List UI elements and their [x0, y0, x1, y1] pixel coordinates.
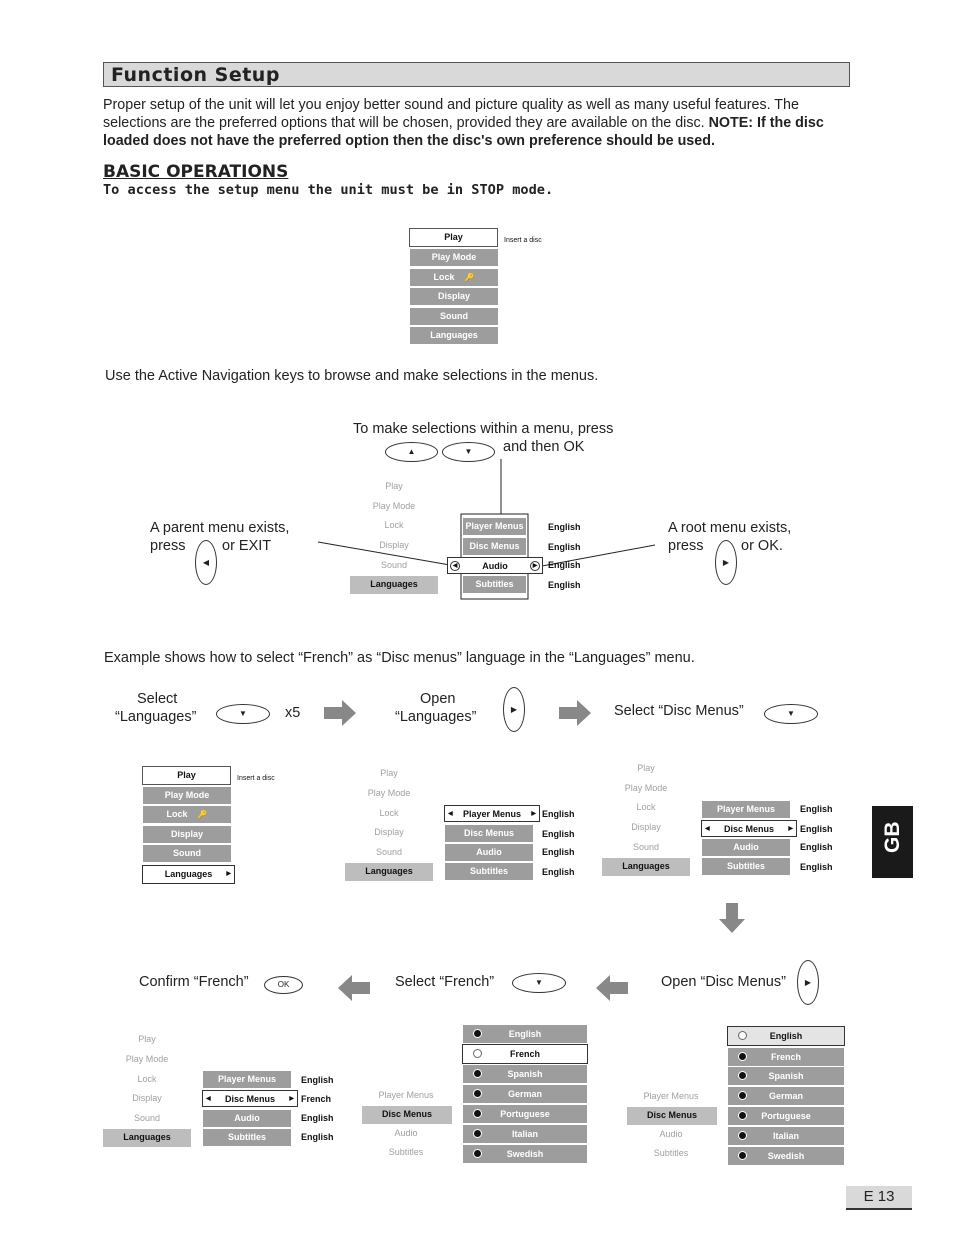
down-key-icon: ▼	[216, 704, 270, 724]
lock-icon: 🔑	[464, 273, 475, 282]
sub-item-audio: Audio	[659, 1129, 683, 1139]
intro-note: NOTE: If the disc loaded does not have the preferred option then the disc's own preference should be used.	[103, 115, 824, 149]
radio-icon	[738, 1131, 747, 1140]
sub-item-player-menus: Player Menus	[463, 518, 526, 535]
root-item-play: Play	[380, 768, 398, 778]
left-arrow-icon: ◀	[705, 826, 710, 832]
root-item-languages: Languages	[350, 576, 438, 594]
sub-item-disc-menus: Disc Menus	[627, 1107, 717, 1125]
root-item-lock: Lock	[137, 1074, 157, 1084]
sub-item-disc-menus: Disc Menus	[463, 538, 526, 555]
basic-operations-heading: BASIC OPERATIONS	[103, 162, 289, 182]
value-audio: English	[301, 1113, 334, 1123]
root-item-display: Display	[132, 1093, 162, 1103]
root-item-languages: Languages	[345, 863, 433, 881]
root-item-play-mode: Play Mode	[125, 1054, 169, 1064]
step1-repeat: x5	[285, 705, 301, 721]
sub-item-player-menus: Player Menus	[203, 1071, 291, 1088]
sub-item-player-menus: ◀ Player Menus ▶	[444, 805, 540, 822]
menu-item-display: Display	[410, 288, 498, 305]
radio-icon	[738, 1071, 747, 1080]
arrow-right-icon	[324, 700, 356, 726]
stop-mode-subheading: To access the setup menu the unit must be in STOP mode.	[103, 182, 554, 198]
menu-item-play-mode: Play Mode	[143, 787, 231, 804]
step1-label-a: Select	[137, 691, 178, 707]
value-disc-menus: English	[800, 824, 833, 834]
lang-german: German	[728, 1087, 844, 1105]
arrow-left-icon	[596, 975, 628, 1001]
arrow-right-icon	[559, 700, 591, 726]
left-arrow-icon: ◀	[448, 811, 453, 817]
ok-key-label: OK	[277, 980, 290, 989]
value-disc-menus: English	[542, 829, 575, 839]
right-arrow-icon: ▶	[531, 811, 536, 817]
nav-right-text-2b: or OK.	[741, 538, 783, 554]
right-arrow-icon: ▶	[226, 871, 231, 877]
sub-item-player-menus: Player Menus	[702, 801, 790, 818]
value-subtitles: English	[542, 867, 575, 877]
step6-label: Confirm “French”	[139, 974, 249, 990]
value-disc-menus: French	[301, 1094, 332, 1104]
menu-item-play: Play	[409, 228, 498, 247]
sub-item-disc-menus: ◀ Disc Menus ▶	[202, 1090, 298, 1107]
nav-top-text-2: and then OK	[503, 439, 585, 455]
value-subtitles: English	[301, 1132, 334, 1142]
sub-item-player-menus: Player Menus	[378, 1090, 434, 1100]
root-item-display: Display	[374, 827, 404, 837]
lang-italian: Italian	[463, 1125, 587, 1143]
down-key-icon: ▼	[512, 973, 566, 993]
value-subtitles: English	[548, 580, 581, 590]
nav-left-text-1: A parent menu exists,	[150, 520, 290, 536]
right-key-icon: ▶	[715, 540, 737, 585]
intro-text: Proper setup of the unit will let you enjoy better sound and picture quality as well as many useful features. The selections are the preferred options that will be chosen, provided they are available on the disc.	[103, 97, 799, 131]
lang-french: French	[462, 1044, 588, 1064]
sub-item-subtitles: Subtitles	[445, 863, 533, 880]
sub-item-disc-menus: Disc Menus	[362, 1106, 452, 1124]
lang-english: English	[727, 1026, 845, 1046]
radio-selected-icon	[473, 1029, 482, 1038]
right-arrow-icon: ▶	[530, 561, 540, 571]
step2-label-b: “Languages”	[395, 709, 477, 725]
sub-item-audio: Audio	[394, 1128, 418, 1138]
left-key-icon: ◀	[195, 540, 217, 585]
radio-icon	[738, 1052, 747, 1061]
lang-english: English	[463, 1025, 587, 1043]
sub-item-subtitles: Subtitles	[388, 1147, 424, 1157]
lang-portuguese: Portuguese	[463, 1105, 587, 1123]
radio-icon	[738, 1091, 747, 1100]
lang-french: French	[728, 1048, 844, 1066]
radio-icon	[473, 1109, 482, 1118]
menu-item-sound: Sound	[410, 308, 498, 325]
down-key-icon: ▼	[442, 442, 495, 462]
root-item-sound: Sound	[375, 847, 403, 857]
menu-item-display: Display	[143, 826, 231, 843]
radio-icon	[473, 1129, 482, 1138]
page-number: E 13	[846, 1186, 912, 1210]
menu-item-languages: Languages ▶	[142, 865, 235, 884]
sub-item-audio: ◀ Audio ▶	[447, 557, 543, 574]
root-item-display: Display	[631, 822, 661, 832]
root-item-lock: Lock	[384, 520, 404, 530]
root-item-display: Display	[379, 540, 409, 550]
sub-item-subtitles: Subtitles	[203, 1129, 291, 1146]
value-player-menus: English	[301, 1075, 334, 1085]
radio-icon	[738, 1151, 747, 1160]
lock-icon: 🔑	[197, 810, 208, 819]
sub-item-audio: Audio	[445, 844, 533, 861]
root-item-languages: Languages	[602, 858, 690, 876]
value-player-menus: English	[548, 522, 581, 532]
menu-item-languages: Languages	[410, 327, 498, 344]
step4-label: Open “Disc Menus”	[661, 974, 786, 990]
up-key-icon: ▲	[385, 442, 438, 462]
sub-item-disc-menus: Disc Menus	[445, 825, 533, 842]
lang-italian: Italian	[728, 1127, 844, 1145]
sub-item-subtitles: Subtitles	[653, 1148, 689, 1158]
nav-left-text-2a: press	[150, 538, 186, 554]
radio-icon	[473, 1149, 482, 1158]
sub-item-player-menus: Player Menus	[643, 1091, 699, 1101]
root-item-play-mode: Play Mode	[367, 788, 411, 798]
nav-left-text-2b: or EXIT	[222, 538, 272, 554]
root-item-play: Play	[138, 1034, 156, 1044]
root-item-lock: Lock	[379, 808, 399, 818]
menu-item-lock: Lock 🔑	[143, 806, 231, 823]
root-item-play: Play	[637, 763, 655, 773]
root-item-play: Play	[385, 481, 403, 491]
lang-swedish: Swedish	[463, 1145, 587, 1163]
step2-label-a: Open	[420, 691, 456, 707]
radio-empty-icon	[473, 1049, 482, 1058]
left-arrow-icon: ◀	[450, 561, 460, 571]
root-item-sound: Sound	[632, 842, 660, 852]
value-disc-menus: English	[548, 542, 581, 552]
root-item-languages: Languages	[103, 1129, 191, 1147]
example-text: Example shows how to select “French” as “Disc menus” language in the “Languages” menu.	[104, 650, 695, 666]
ok-key-icon	[264, 976, 303, 994]
sub-item-audio: Audio	[702, 839, 790, 856]
radio-icon	[473, 1069, 482, 1078]
page-title: Function Setup	[111, 64, 280, 86]
right-arrow-icon: ▶	[788, 826, 793, 832]
sub-item-subtitles: Subtitles	[463, 576, 526, 593]
lang-spanish: Spanish	[728, 1067, 844, 1085]
step3-label: Select “Disc Menus”	[614, 703, 744, 719]
down-key-icon: ▼	[764, 704, 818, 724]
radio-icon	[738, 1111, 747, 1120]
nav-instruction: Use the Active Navigation keys to browse and make selections in the menus.	[105, 368, 599, 384]
language-side-tab	[872, 806, 913, 878]
root-item-lock: Lock	[636, 802, 656, 812]
right-key-icon: ▶	[503, 687, 525, 732]
lang-spanish: Spanish	[463, 1065, 587, 1083]
sub-item-disc-menus: ◀ Disc Menus ▶	[701, 820, 797, 837]
nav-right-text-2a: press	[668, 538, 704, 554]
menu-item-lock: Lock 🔑	[410, 269, 498, 286]
value-audio: English	[542, 847, 575, 857]
root-item-play-mode: Play Mode	[624, 783, 668, 793]
value-audio: English	[800, 842, 833, 852]
root-item-play-mode: Play Mode	[372, 501, 416, 511]
value-player-menus: English	[542, 809, 575, 819]
value-player-menus: English	[800, 804, 833, 814]
lang-portuguese: Portuguese	[728, 1107, 844, 1125]
root-item-sound: Sound	[133, 1113, 161, 1123]
value-subtitles: English	[800, 862, 833, 872]
menu-item-sound: Sound	[143, 845, 231, 862]
right-arrow-icon: ▶	[289, 1096, 294, 1102]
nav-top-text-1: To make selections within a menu, press	[353, 421, 614, 437]
step1-label-b: “Languages”	[115, 709, 197, 725]
step5-label: Select “French”	[395, 974, 495, 990]
root-item-sound: Sound	[380, 560, 408, 570]
radio-empty-icon	[738, 1031, 747, 1040]
nav-right-text-1: A root menu exists,	[668, 520, 792, 536]
side-tab-label: GB	[881, 821, 904, 853]
lang-german: German	[463, 1085, 587, 1103]
arrow-down-icon	[719, 903, 745, 933]
insert-disc-label: Insert a disc	[237, 775, 275, 782]
sub-item-audio: Audio	[203, 1110, 291, 1127]
menu-item-play: Play	[142, 766, 231, 785]
lang-swedish: Swedish	[728, 1147, 844, 1165]
menu-item-play-mode: Play Mode	[410, 249, 498, 266]
arrow-left-icon	[338, 975, 370, 1001]
left-arrow-icon: ◀	[206, 1096, 211, 1102]
sub-item-subtitles: Subtitles	[702, 858, 790, 875]
value-audio: English	[548, 560, 581, 570]
insert-disc-label: Insert a disc	[504, 237, 542, 244]
right-key-icon: ▶	[797, 960, 819, 1005]
radio-icon	[473, 1089, 482, 1098]
